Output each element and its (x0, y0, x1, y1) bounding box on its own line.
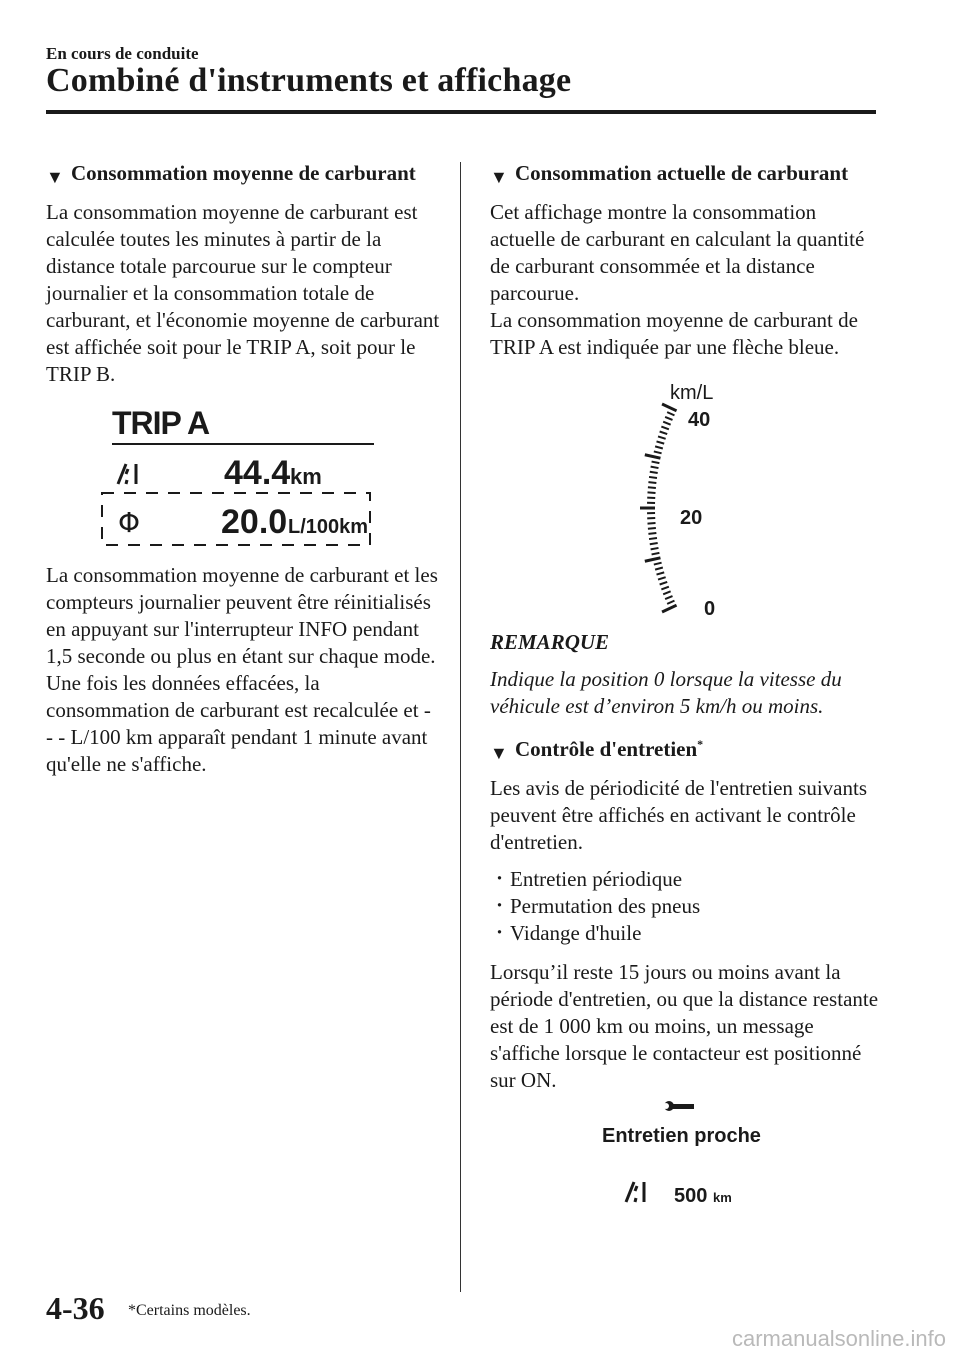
distance-value: 44.4 (224, 454, 291, 492)
road-icon (118, 464, 136, 484)
road-icon (626, 1182, 644, 1202)
section-label: En cours de conduite (46, 44, 199, 63)
paragraph-current-intro: Cet affichage montre la consommation actuelle de carburant en calculant la quantité de carburant consommée et la distance parcourue. (490, 200, 865, 305)
consumption-gauge-figure (640, 371, 750, 621)
gauge-minor-tick (654, 563, 662, 565)
gauge-minor-tick (651, 467, 659, 468)
gauge-minor-tick (660, 582, 668, 585)
gauge-minor-tick (667, 412, 674, 415)
maintenance-title: Entretien proche (602, 1125, 761, 1147)
maintenance-list (490, 866, 880, 947)
heading-text: Consommation moyenne de carburant (71, 161, 416, 185)
heading-current-consumption (490, 160, 880, 187)
gauge-minor-tick (651, 548, 659, 549)
gauge-minor-tick (648, 487, 656, 488)
right-column (490, 160, 880, 1216)
left-column (46, 160, 442, 788)
wrench-icon (663, 1101, 694, 1111)
note-text: Indique la position 0 lorsque la vitesse du véhicule est d’environ 5 km/h ou moins. (490, 667, 842, 718)
paragraph-maintenance-intro: Les avis de périodicité de l'entretien suivants peuvent être affichés en activant le contrôle d'entretien. (490, 776, 867, 854)
gauge-minor-tick (648, 482, 656, 483)
gauge-minor-tick (665, 596, 672, 599)
gauge-minor-tick (657, 572, 665, 574)
heading-average-consumption (46, 160, 442, 187)
heading-text: Consommation actuelle de carburant (515, 161, 849, 185)
triangle-bullet-icon: ▼ (490, 167, 508, 187)
gauge-minor-tick (654, 451, 662, 453)
heading-maintenance-check (490, 736, 880, 763)
footnote: *Certains modèles. (128, 1302, 251, 1319)
triangle-bullet-icon: ▼ (490, 743, 508, 763)
gauge-minor-tick (649, 538, 657, 539)
gauge-minor-tick (649, 477, 657, 478)
maintenance-display-figure (590, 1096, 780, 1216)
gauge-minor-tick (663, 422, 670, 425)
consumption-value: 20.0 (221, 503, 288, 541)
list-item: · Permutation des pneus (496, 893, 880, 920)
gauge-minor-tick (661, 587, 669, 590)
gauge-minor-tick (658, 436, 666, 438)
gauge-minor-tick (650, 543, 658, 544)
note-title: REMARQUE (490, 630, 610, 654)
paragraph-arrow-info: La consommation moyenne de carburant de TRIP A est indiquée par une flèche bleue. (490, 308, 858, 359)
watermark: carmanualsonline.info (731, 1326, 946, 1351)
gauge-unit: km/L (670, 382, 714, 404)
gauge-minor-tick (661, 427, 669, 430)
gauge-minor-tick (655, 568, 663, 570)
heading-text: Contrôle d'entretien (515, 737, 698, 761)
gauge-minor-tick (657, 441, 665, 443)
gauge-minor-tick (660, 431, 668, 434)
paragraph-maintenance-message: Lorsqu’il reste 15 jours ou moins avant la période d'entretien, ou que la distance restante est de 1 000 km ou moins, un message s'affiche lorsque le contacteur est positionné sur ON. (490, 960, 879, 1092)
triangle-bullet-icon: ▼ (46, 167, 64, 187)
gauge-minor-tick (667, 601, 674, 604)
page-number: 4-36 (46, 1290, 105, 1326)
distance-unit: km (290, 464, 322, 489)
paragraph-reset-info: La consommation moyenne de carburant et les compteurs journalier peuvent être réinitialisés en appuyant sur l'interrupteur INFO pendant 1,5 seconde ou plus en étant sur chaque mode. Une fois les données effacées, la consommation de carburant est recalculée et - - - L/100 km apparaît pendant 1 minute avant qu'elle ne s'affiche. (46, 563, 438, 776)
gauge-minor-tick (652, 553, 660, 555)
title-rule (46, 110, 876, 114)
gauge-minor-tick (650, 472, 658, 473)
footnote-mark: * (697, 737, 704, 751)
gauge-minor-tick (648, 492, 656, 493)
gauge-label-mid: 20 (680, 507, 703, 529)
gauge-minor-tick (663, 591, 670, 594)
gauge-minor-tick (658, 577, 666, 579)
gauge-minor-tick (648, 528, 656, 529)
gauge-minor-tick (652, 462, 660, 464)
consumption-unit: L/100km (288, 516, 369, 538)
column-divider (460, 162, 461, 1292)
maintenance-distance: 500 (674, 1185, 708, 1207)
paragraph-average-intro: La consommation moyenne de carburant est calculée toutes les minutes à partir de la distance totale parcourue sur le compteur journalier et la consommation totale de carburant, et l'économie moyenne de carburant est affichée soit pour le TRIP A, soit pour le TRIP B. (46, 200, 440, 386)
gauge-major-tick (645, 558, 661, 561)
gauge-scale (640, 404, 677, 612)
fuel-icon: Φ (118, 506, 141, 539)
gauge-major-tick (645, 455, 661, 458)
list-item: · Entretien périodique (496, 866, 880, 893)
maintenance-unit: km (713, 1190, 732, 1205)
gauge-label-min: 0 (704, 598, 716, 620)
trip-label: TRIP A (112, 405, 210, 441)
trip-display-figure (96, 398, 386, 548)
gauge-minor-tick (648, 533, 656, 534)
page-title: Combiné d'instruments et affichage (46, 62, 572, 99)
list-item: · Vidange d'huile (496, 920, 880, 947)
gauge-minor-tick (655, 446, 663, 448)
gauge-label-max: 40 (688, 409, 711, 431)
gauge-major-tick (662, 605, 677, 612)
gauge-minor-tick (648, 523, 656, 524)
gauge-minor-tick (665, 417, 672, 420)
gauge-major-tick (662, 404, 677, 411)
